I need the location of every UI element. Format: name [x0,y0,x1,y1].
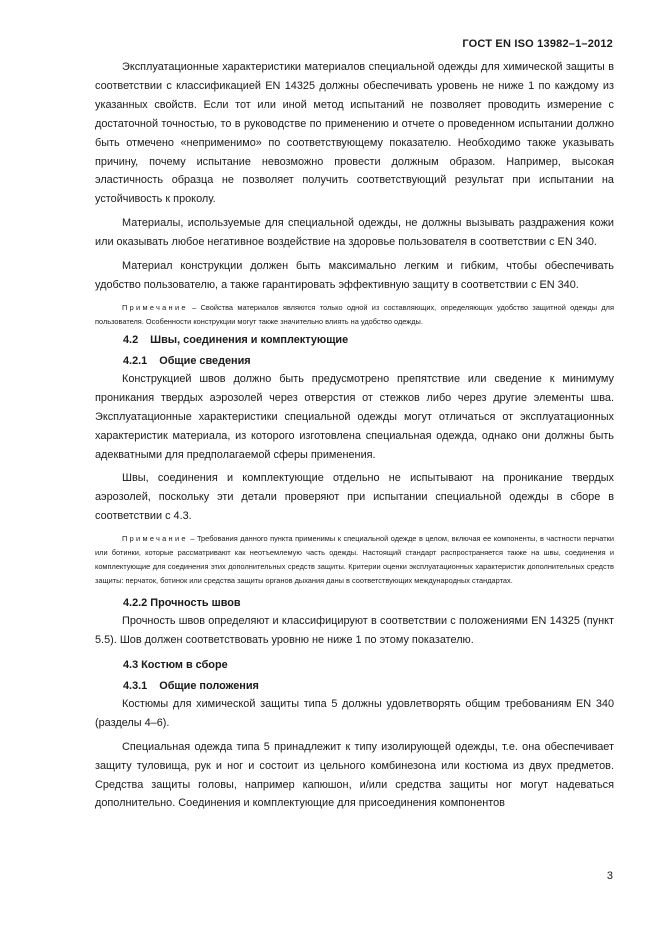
section-heading-4-3: 4.3 Костюм в сборе [123,658,228,671]
page-content [95,58,614,813]
section-title: Общие положения [159,679,259,692]
paragraph-seam-strength: Прочность швов определяют и классифицируют в соответствии с положениями EN 14325 (пункт 5.5). Шов должен соответствовать уровню не ниже 1 по этому показателю. [95,615,614,647]
section-number: 4.3.1 [123,679,148,692]
note-label: Примечание [122,534,188,544]
note-label: Примечание [122,302,188,312]
section-heading-4-3-1 [95,677,614,695]
paragraph-materials-irritation: Материалы, используемые для специальной одежды, не должны вызывать раздражения кожи или оказывать любое негативное воздействие на здоровье пользователя в соответствии с EN 340. [95,217,614,249]
section-heading-4-2-2: 4.2.2 Прочность швов [123,597,241,610]
paragraph-suit-type5: Специальная одежда типа 5 принадлежит к типу изолирующей одежды, т.е. она обеспечивает защиту туловища, рук и ног и состоит из цельного комбинезона или костюма из двух предметов. Средства защиты головы, например капюшон, и/или средства защиты ног могут надеваться дополнительно. Соединения и комплектующие для присоединения компонентов [95,740,614,810]
section-number: 4.2 [123,333,139,346]
note-text: – Требования данного пункта применимы к специальной одежде в целом, включая ее компоненты, в частности перчатки или ботинки, которые рассматривают как неотъемлемую часть одежды. Настоящий стандарт распространяется также на швы, соединения и комплектующие для соединения этих дополнительных средств защиты. Критерии оценки эксплуатационных характеристик дополнительных средств защиты: перчаток, ботинок или средства защиты органов дыхания даны в соответствующих международных стандартах. [95,534,614,586]
paragraph-suit-requirements: Костюмы для химической защиты типа 5 должны удовлетворять общим требованиям EN 340 (разделы 4–6). [95,697,614,729]
standard-header: ГОСТ EN ISO 13982–1–2012 [462,38,613,50]
section-title: Швы, соединения и комплектующие [150,333,349,346]
page-number: 3 [606,870,613,882]
section-number: 4.2.1 [123,354,148,367]
note-text: – Свойства материалов являются только одной из составляющих, определяющих удобство защитной одежды для пользователя. Особенности конструкции могут также значительно влиять на удобство одежды. [95,302,614,326]
paragraph-construction-material: Материал конструкции должен быть максимально легким и гибким, чтобы обеспечивать удобство пользователю, а также гарантировать эффективную защиту в соответствии с EN 340. [95,260,614,291]
section-heading-4-2 [95,331,614,349]
paragraph-materials-performance: Эксплуатационные характеристики материалов специальной одежды для химической защиты в соответствии с классификацией EN 14325 должны обеспечивать уровень не ниже 1 по каждому из указанных свойств. Если тот или иной метод испытаний не позволяет проводить измерение с достаточной точностью, то в руководстве по применению и отчете о проведенном испытании должно быть отмечено «неприменимо» по соответствующему показателю. Необходимо также указывать причину, почему испытание невозможно провести должным образом. Например, высокая эластичность образца не позволяет получить соответствующий результат при испытании на устойчивость к проколу. [95,61,614,206]
note-materials [95,301,614,329]
section-title: Общие сведения [159,354,251,367]
section-heading-4-2-1 [95,352,614,370]
paragraph-seams-testing: Швы, соединения и комплектующие отдельно не испытывают на проникание твердых аэрозолей, поскольку эти детали проверяют при испытании специальной одежды в сборе в соответствии с 4.3. [95,472,614,523]
paragraph-seams-construction: Конструкцией швов должно быть предусмотрено препятствие или сведение к минимуму проникания твердых аэрозолей через отверстия от стежков либо через другие элементы шва. Эксплуатационные характеристики специальной одежды могут отличаться от эксплуатационных характеристик материала, из которого изготовлена специальная одежда, однако они должны быть адекватными для предполагаемой сферы применения. [95,372,614,461]
note-requirements [95,532,614,588]
